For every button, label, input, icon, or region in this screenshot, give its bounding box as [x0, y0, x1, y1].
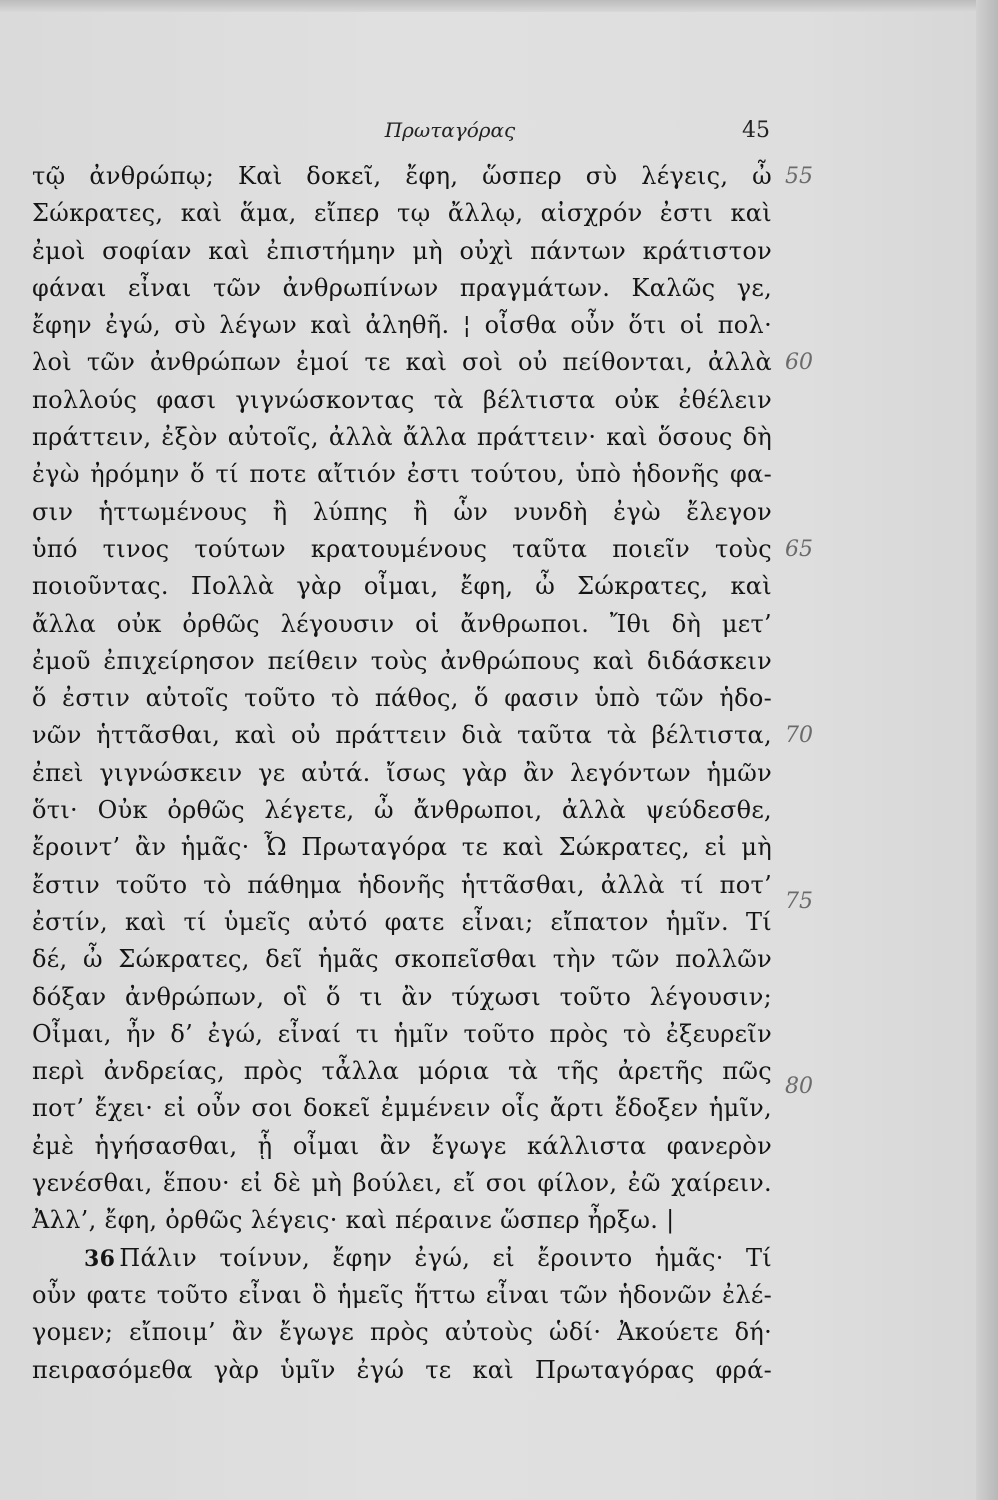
text-line: φάναι εἶναι τῶν ἀνθρωπίνων πραγμάτων. Καλῶς γε, [32, 273, 772, 302]
text-line: Ἀλλ’, ἔφη, ὀρθῶς λέγεις· καὶ πέραινε ὥσπερ ἦρξω. | [32, 1206, 675, 1235]
text-line: γομεν; εἴποιμ’ ἂν ἔγωγε πρὸς αὐτοὺς ὡδί· Ἀκούετε δή· [32, 1318, 772, 1347]
text-line: ἐμὲ ἡγήσασθαι, ᾗ οἶμαι ἂν ἔγωγε κάλλιστα φανερὸν [32, 1131, 772, 1160]
text-line: ἔροιντ’ ἂν ἡμᾶς· Ὦ Πρωταγόρα τε καὶ Σώκρατες, εἰ μὴ [32, 833, 772, 862]
text-line: ἐστίν, καὶ τί ὑμεῖς αὐτό φατε εἶναι; εἴπατον ἡμῖν. Τί [32, 907, 772, 936]
text-line: πειρασόμεθα γὰρ ὑμῖν ἐγώ τε καὶ Πρωταγόρας φρά- [32, 1355, 772, 1384]
text-line: ὅτι· Οὐκ ὀρθῶς λέγετε, ὦ ἄνθρωποι, ἀλλὰ ψεύδεσθε, [32, 796, 772, 825]
text-line: ὑπό τινος τούτων κρατουμένους ταῦτα ποιεῖν τοὺς [32, 534, 772, 563]
text-line: οὖν φατε τοῦτο εἶναι ὃ ἡμεῖς ἥττω εἶναι τῶν ἡδονῶν ἐλέ- [32, 1280, 772, 1309]
margin-line-number: 60 [785, 350, 813, 375]
margin-line-number: 80 [785, 1074, 813, 1099]
text-line: πράττειν, ἐξὸν αὐτοῖς, ἀλλὰ ἄλλα πράττειν· καὶ ὅσους δὴ [32, 423, 772, 452]
running-title: Πρωταγόρας [384, 118, 516, 142]
text-line: ἔστιν τοῦτο τὸ πάθημα ἡδονῆς ἡττᾶσθαι, ἀλλὰ τί ποτ’ [32, 870, 772, 899]
text-line: τῷ ἀνθρώπῳ; Καὶ δοκεῖ, ἔφη, ὥσπερ σὺ λέγεις, ὦ [32, 162, 772, 190]
text-line: Σώκρατες, καὶ ἅμα, εἴπερ τῳ ἄλλῳ, αἰσχρόν ἐστι καὶ [32, 199, 772, 228]
text-line: Οἶμαι, ἦν δ’ ἐγώ, εἶναί τι ἡμῖν τοῦτο πρὸς τὸ ἐξευρεῖν [32, 1019, 772, 1048]
text-line: ποιοῦντας. Πολλὰ γὰρ οἶμαι, ἔφη, ὦ Σώκρατες, καὶ [32, 572, 772, 601]
text-line: ἔφην ἐγώ, σὺ λέγων καὶ ἀληθῆ. ¦ οἶσθα οὖν ὅτι οἱ πολ· [32, 311, 772, 340]
margin-line-number: 55 [785, 164, 813, 189]
text-line: σιν ἡττωμένους ἢ λύπης ἢ ὧν νυνδὴ ἐγὼ ἔλεγον [32, 497, 772, 526]
margin-line-number: 75 [785, 889, 813, 914]
section-start-line [32, 1240, 772, 1277]
text-line: ἐγὼ ἠρόμην ὅ τί ποτε αἴτιόν ἐστι τούτου, ὑπὸ ἡδονῆς φα- [32, 460, 772, 489]
page-number: 45 [742, 118, 770, 143]
text-line: ὅ ἐστιν αὐτοῖς τοῦτο τὸ πάθος, ὅ φασιν ὑπὸ τῶν ἡδο- [32, 684, 772, 713]
text-line: ἐπεὶ γιγνώσκειν γε αὐτά. ἴσως γὰρ ἂν λεγόντων ἡμῶν [32, 758, 772, 787]
text-line: ἐμοὶ σοφίαν καὶ ἐπιστήμην μὴ οὐχὶ πάντων κράτιστον [32, 236, 772, 265]
text-line: πολλούς φασι γιγνώσκοντας τὰ βέλτιστα οὐκ ἐθέλειν [32, 385, 772, 414]
text-line: δέ, ὦ Σώκρατες, δεῖ ἡμᾶς σκοπεῖσθαι τὴν τῶν πολλῶν [32, 945, 772, 974]
text-line: ἄλλα οὐκ ὀρθῶς λέγουσιν οἱ ἄνθρωποι. Ἴθι δὴ μετ’ [32, 609, 772, 638]
page-right-edge [976, 0, 998, 1500]
text-line: λοὶ τῶν ἀνθρώπων ἐμοί τε καὶ σοὶ οὐ πείθονται, ἀλλὰ [32, 348, 772, 377]
section-number: 36 [84, 1245, 116, 1272]
text-line-content: Πάλιν τοίνυν, ἔφην ἐγώ, εἰ ἔροιντο ἡμᾶς· Τί [119, 1243, 772, 1272]
text-line: περὶ ἀνδρείας, πρὸς τἆλλα μόρια τὰ τῆς ἀρετῆς πῶς [32, 1057, 772, 1086]
margin-line-number: 70 [785, 723, 813, 748]
text-line: δόξαν ἀνθρώπων, οἳ ὅ τι ἂν τύχωσι τοῦτο λέγουσιν; [32, 982, 772, 1011]
text-line: ποτ’ ἔχει· εἰ οὖν σοι δοκεῖ ἐμμένειν οἷς ἄρτι ἔδοξεν ἡμῖν, [32, 1094, 772, 1123]
text-line: νῶν ἡττᾶσθαι, καὶ οὐ πράττειν διὰ ταῦτα τὰ βέλτιστα, [32, 721, 772, 750]
page-top-edge [0, 0, 998, 12]
text-body [32, 158, 772, 1389]
text-line: γενέσθαι, ἕπου· εἰ δὲ μὴ βούλει, εἴ σοι φίλον, ἐῶ χαίρειν. [32, 1169, 772, 1198]
text-line: ἐμοῦ ἐπιχείρησον πείθειν τοὺς ἀνθρώπους καὶ διδάσκειν [32, 646, 772, 675]
margin-line-number: 65 [785, 537, 813, 562]
